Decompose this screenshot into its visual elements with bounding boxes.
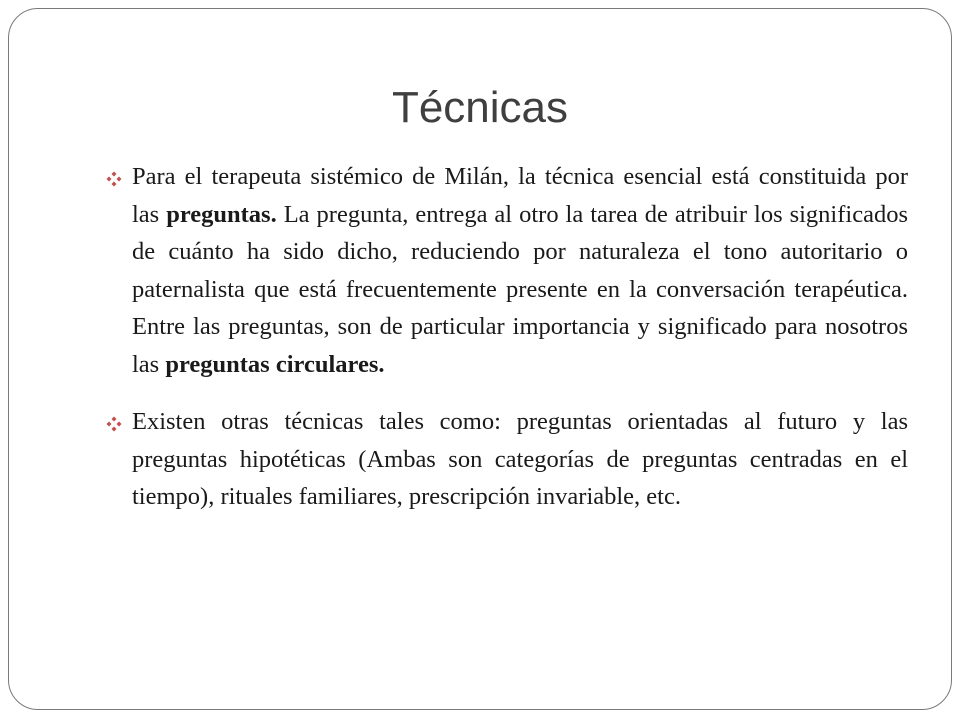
bullet-text: Para el terapeuta sistémico de Milán, la técnica esencial está constituida por las	[132, 163, 908, 228]
slide-body	[106, 158, 908, 536]
diamond-bullet-icon	[106, 171, 122, 187]
bold-term: preguntas circulares.	[165, 350, 385, 378]
bold-term: preguntas.	[166, 200, 277, 228]
slide-title: Técnicas	[391, 83, 569, 132]
bullet-item	[106, 403, 908, 516]
bullet-text: Existen otras técnicas tales como: preguntas orientadas al futuro y las preguntas hipotéticas (Ambas son categorías de preguntas centradas en el tiempo), rituales familiares, prescripción invariable, etc.	[132, 408, 908, 510]
diamond-bullet-icon	[106, 416, 122, 432]
bullet-text: La pregunta, entrega al otro la tarea de atribuir los significados de cuánto ha sido dicho, reduciendo por naturaleza el tono autoritario o paternalista que está frecuentemente presente en la conversación terapéutica. Entre las preguntas, son de particular importancia y significado para nosotros las	[132, 200, 908, 378]
bullet-item	[106, 158, 908, 383]
